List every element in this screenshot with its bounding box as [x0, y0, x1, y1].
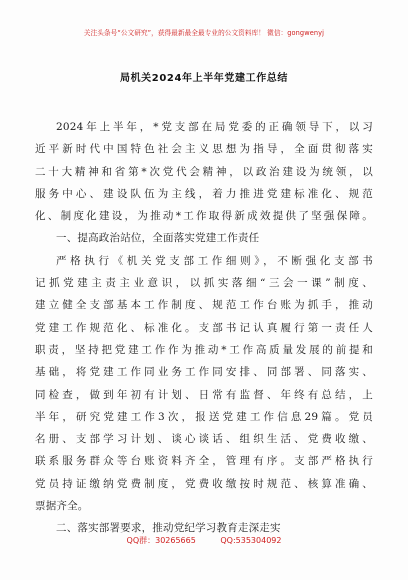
document-title: 局机关2024年上半年党建工作总结	[119, 73, 289, 84]
paragraph-line: 票据齐全。	[35, 500, 89, 513]
section-heading: 一、提高政治站位，全面落实党建工作责任	[56, 232, 260, 245]
paragraph-line: 严格执行《机关党支部工作细则》，不断强化支部书	[56, 254, 373, 267]
paragraph-line: 服务中心、建设队伍为主线，着力推进党建标准化、规范	[35, 187, 373, 200]
paragraph-line: 二十大精神和省第*次党代会精神，以政治建设为统领，以	[35, 165, 373, 178]
paragraph-line: 近平新时代中国特色社会主义思想为指导，全面贯彻落实	[35, 143, 373, 156]
paragraph-line: 同检查，做到年初有计划、日常有监督、年终有总结，上	[35, 388, 373, 401]
paragraph-line: 名册、支部学习计划、谈心谈话、组织生活、党费收缴、	[35, 433, 373, 446]
paragraph-line: 化、制度化建设，为推动*工作取得新成效提供了坚强保障。	[35, 210, 373, 223]
document-body	[35, 116, 373, 540]
paragraph-line: 半年，研究党建工作3次，报送党建工作信息29篇。党员	[35, 410, 373, 423]
paragraph-line: 基础，将党建工作同业务工作同安排、同部署、同落实、	[35, 366, 373, 379]
footer-qq-group: QQ群：30265665	[126, 536, 196, 545]
footer-qq-number: QQ:535304092	[220, 536, 282, 545]
paragraph-line: 记抓党建主责主业意识，以抓实落细“三会一课”制度、	[35, 277, 373, 290]
paragraph-line: 党建工作规范化、标准化。支部书记认真履行第一责任人	[35, 321, 373, 334]
paragraph-line: 2024年上半年，*党支部在局党委的正确领导下，以习	[56, 121, 373, 133]
paragraph-line: 职责，坚持把党建工作作为推动*工作高质量发展的前提和	[35, 343, 373, 356]
paragraph-line: 党员持证缴纳党费制度，党费收缴按时规范、核算准确、	[35, 477, 373, 490]
paragraph-line: 建立健全支部基本工作制度、规范工作台账为抓手，推动	[35, 299, 373, 312]
section-heading: 二、落实部署要求，推动党纪学习教育走深走实	[56, 522, 281, 535]
footer-contact	[0, 535, 408, 546]
header-banner: 关注头条号“公文研究”，获得最新最全最专业的公文资料库！ 微信：gongwenyj	[83, 29, 325, 37]
paragraph-line: 联系服务群众等台账资料齐全，管理有序。支部严格执行	[35, 455, 373, 468]
